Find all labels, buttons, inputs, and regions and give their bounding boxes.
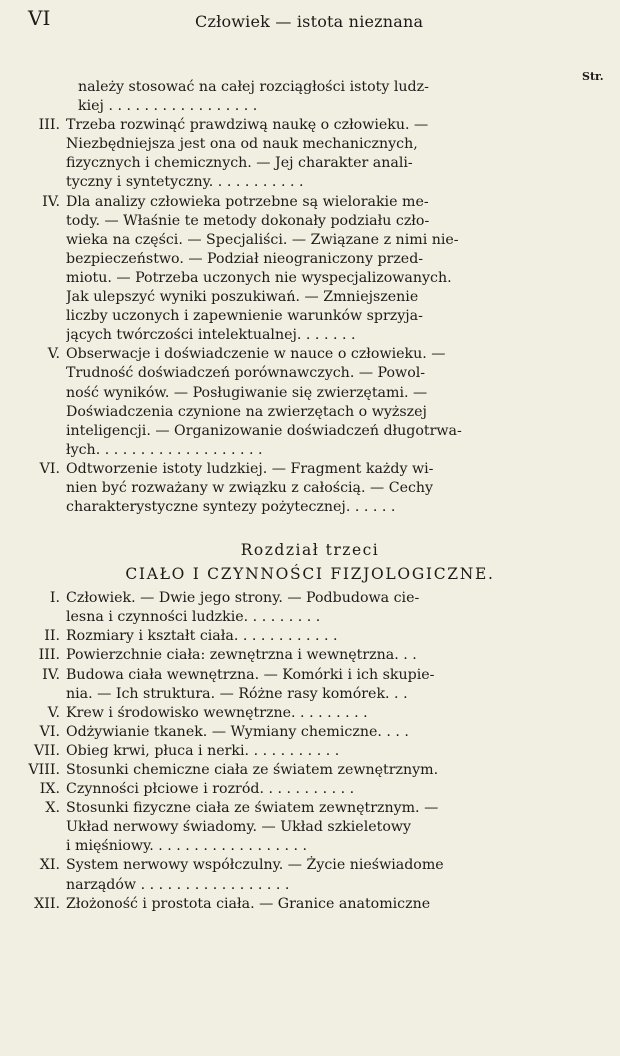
toc-entry-line: Rozmiary i kształt ciała. . . . . . . . . . . . (66, 628, 338, 645)
toc-entry-line: tody. — Właśnie te metody dokonały podziału czło- (66, 212, 430, 229)
toc-entry-line: jących twórczości intelektualnej. . . . . . . (66, 327, 356, 344)
toc-entry-line: Niezbędniejsza jest ona od nauk mechanicznych, (66, 136, 418, 153)
toc-entry-line: Obieg krwi, płuca i nerki. . . . . . . . . . . (66, 742, 340, 759)
toc-entry-line: ność wyników. — Posługiwanie się zwierzętami. — (66, 384, 428, 401)
toc-entry-line: należy stosować na całej rozciągłości istoty ludz- (78, 79, 429, 95)
chapter-number: Rozdział trzeci (240, 541, 380, 560)
toc-entry-line: liczby uczonych i zapewnienie warunków sprzyja- (66, 308, 423, 325)
toc-entry (0, 895, 620, 914)
toc-entry-line: Dla analizy człowieka potrzebne są wielorakie me- (66, 193, 429, 210)
toc-entry-number: II. (44, 628, 60, 645)
chapter-title: CIAŁO I CZYNNOŚCI FIZJOLOGICZNE. (125, 565, 495, 584)
toc-entry-line: Stosunki chemiczne ciała ze światem zewnętrznym. (66, 762, 439, 778)
toc-entry-number: III. (38, 117, 60, 134)
toc-entry-line: Złożoność i prostota ciała. — Granice anatomiczne (66, 895, 431, 912)
toc-entry-line: charakterystyczne syntezy pożytecznej. . . . . . (66, 499, 396, 516)
toc-entry-line: wieka na części. — Specjaliści. — Związane z nimi nie- (66, 231, 459, 248)
toc-entry-line: lesna i czynności ludzkie. . . . . . . . . (66, 609, 321, 626)
table-of-contents (0, 78, 620, 914)
toc-entry-number: XII. (34, 895, 60, 912)
toc-entry-line: Trudność doświadczeń porównawczych. — Powol- (66, 365, 426, 382)
toc-entry-line: nien być rozważany w związku z całością. — Cechy (66, 479, 434, 496)
toc-entry-number: V. (47, 704, 60, 721)
toc-entry-line: kiej . . . . . . . . . . . . . . . . . (78, 98, 258, 115)
toc-entry-line: Obserwacje i doświadczenie w nauce o człowieku. — (66, 346, 446, 363)
toc-entry-text (66, 895, 558, 914)
running-title: Człowiek — istota nieznana (195, 12, 424, 31)
toc-entry-number: IX. (39, 781, 60, 798)
page-number: VI (28, 6, 51, 30)
page-column-label: Str. (582, 70, 604, 83)
toc-entry-line: System nerwowy współczulny. — Życie nieświadome (66, 857, 444, 874)
toc-entry-number: III. (38, 647, 60, 664)
toc-entry-number: VIII. (28, 762, 60, 778)
toc-entry-line: Układ nerwowy świadomy. — Układ szkieletowy (66, 819, 412, 836)
toc-entry-line: Jak ulepszyć wyniki poszukiwań. — Zmniejszenie (66, 289, 419, 306)
toc-section-bottom (0, 589, 620, 914)
toc-entry-line: inteligencji. — Organizowanie doświadczeń długotrwa- (66, 422, 462, 439)
toc-entry-line: Człowiek. — Dwie jego strony. — Podbudowa cie- (66, 590, 420, 607)
toc-entry-line: Krew i środowisko wewnętrzne. . . . . . . . . (66, 704, 368, 721)
toc-entry-line: łych. . . . . . . . . . . . . . . . . . . (66, 441, 263, 458)
toc-entry-number: VI. (39, 460, 60, 477)
toc-entry-line: Stosunki fizyczne ciała ze światem zewnętrznym. — (66, 800, 439, 817)
toc-entry-line: Odżywianie tkanek. — Wymiany chemiczne. . . . (66, 723, 409, 740)
toc-entry-number: VII. (34, 742, 60, 759)
toc-entry-line: bezpieczeństwo. — Podział nieograniczony przed- (66, 250, 424, 267)
toc-entry-number: X. (45, 800, 60, 817)
toc-entry-line: Doświadczenia czynione na zwierzętach o wyższej (66, 403, 427, 420)
toc-entry-line: Powierzchnie ciała: zewnętrzna i wewnętrzna. . . (66, 647, 417, 664)
toc-entry-line: i mięśniowy. . . . . . . . . . . . . . . . . . (66, 838, 308, 855)
toc-entry-line: Trzeba rozwinąć prawdziwą naukę o człowieku. — (66, 117, 429, 134)
toc-entry-line: Czynności płciowe i rozród. . . . . . . . . . . (66, 781, 355, 798)
toc-entry-number: IV. (42, 666, 60, 683)
toc-entry-line: fizycznych i chemicznych. — Jej charakter anali- (66, 155, 413, 172)
toc-entry-line: Odtworzenie istoty ludzkiej. — Fragment każdy wi- (66, 460, 434, 477)
toc-entry-line: miotu. — Potrzeba uczonych nie wyspecjalizowanych. (66, 269, 452, 286)
toc-entry-number: I. (49, 590, 60, 607)
toc-entry-number: XI. (39, 857, 60, 874)
toc-entry-number: VI. (39, 723, 60, 740)
toc-entry-line: Budowa ciała wewnętrzna. — Komórki i ich skupie- (66, 666, 435, 683)
toc-entry-line: nia. — Ich struktura. — Różne rasy komórek. . . (66, 685, 408, 702)
toc-entry-number: V. (47, 346, 60, 363)
toc-entry-line: tyczny i syntetyczny. . . . . . . . . . . (66, 174, 304, 191)
toc-entry (0, 856, 620, 894)
toc-entry-number: IV. (42, 193, 60, 210)
toc-entry-line: narządów . . . . . . . . . . . . . . . . . (66, 876, 290, 893)
